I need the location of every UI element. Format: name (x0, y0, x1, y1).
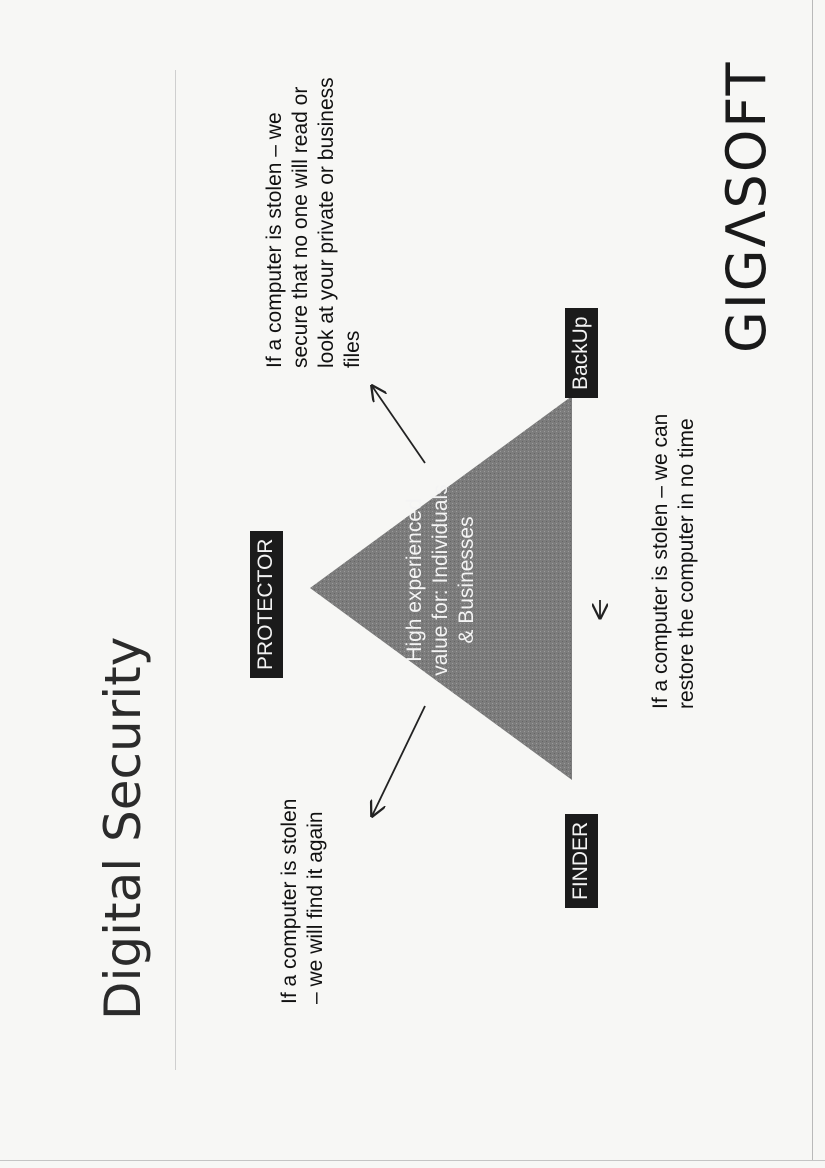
backup-label: BackUp (565, 308, 598, 398)
protector-arrow (372, 386, 425, 463)
backup-description: If a computer is stolen – we can restore the computer in no time (649, 413, 698, 709)
gigasoft-logo: GIGΛSOFT (715, 60, 778, 353)
slide-title: Digital Security (94, 636, 152, 1020)
protector-label: PROTECTOR (250, 531, 283, 678)
triangle-center-text: High experienced value for: Individuals & Businesses (403, 484, 478, 676)
finder-label: FINDER (565, 814, 598, 908)
finder-arrow (372, 706, 425, 816)
protector-description: If a computer is stolen – we secure that no one will read or look at your private or business files (263, 77, 364, 368)
finder-description: If a computer is stolen – we will find it again (278, 798, 327, 1004)
